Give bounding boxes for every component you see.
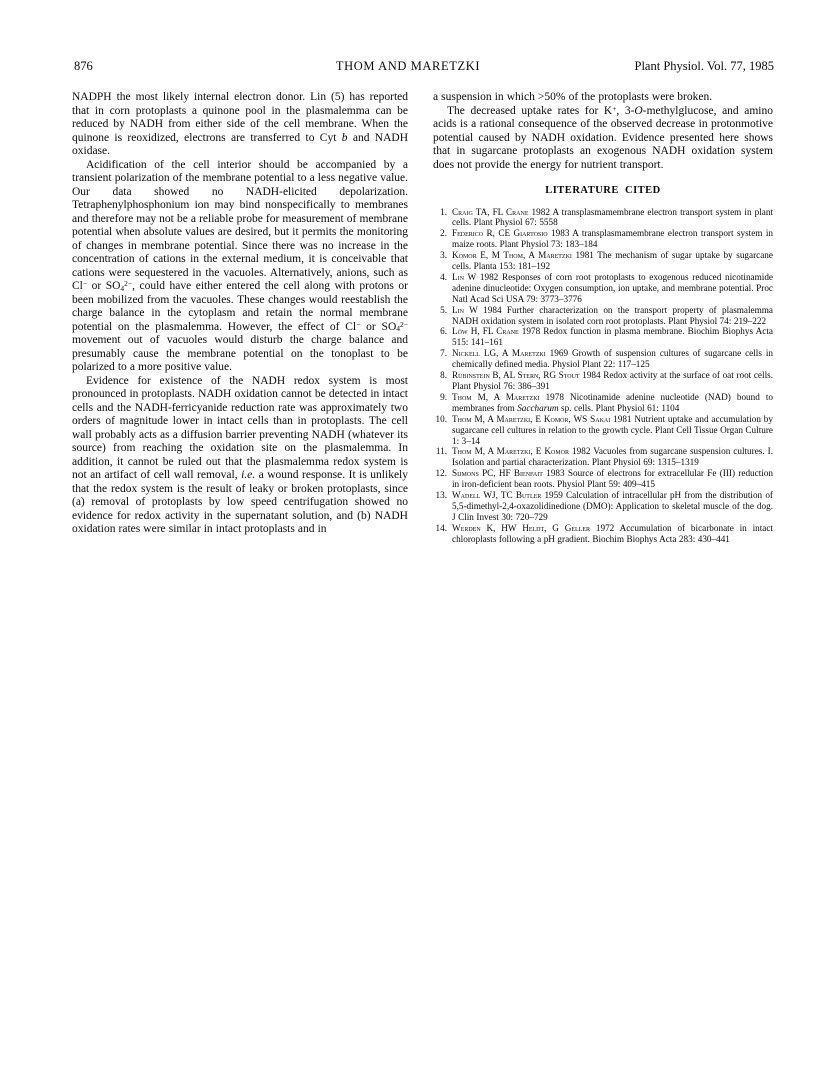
left-text-column bbox=[72, 91, 408, 537]
reference-number: 6. bbox=[440, 326, 447, 337]
body-paragraph: Acidification of the cell interior should be accompanied by a transient polarization of the membrane potential to a less negative value. Our data showed no NADH-elicited depolarization. Tetraphenylphosphonium ion may bind nonspecifically to membranes and therefore may not be a reliable probe for measurement of membrane potential when absolute values are desired, but it permits the monitoring of changes in membrane potential. Since there was no increase in the concentration of cations in the external medium, it is conceivable that cations were sequestered in the vacuoles. Alternatively, anions, such as Cl− or $SO_4^{2-}$, could have either entered the cell along with protons or been mobilized from the vacuoles. These changes would reestablish the charge balance in the cytoplasm and retain the normal membrane potential on the plasmalemma. However, the effect of Cl− or $SO_4^{2-}$ movement out of vacuoles would disturb the charge balance and presumably cause the membrane potential on the tonoplast to be polarized to a more positive value. bbox=[72, 158, 408, 373]
reference-text: Löw H, FL Crane 1978 Redox function in plasma membrane. Biochim Biophys Acta 515: 141–161 bbox=[452, 326, 773, 348]
journal-volume-info: Plant Physiol. Vol. 77, 1985 bbox=[634, 59, 774, 73]
body-paragraph: The decreased uptake rates for K+, 3-O-methylglucose, and amino acids is a rational consequence of the observed decrease in protonmotive potential caused by NADH oxidation. Evidence presented here shows that in sugarcane protoplasts an exogenous NADH oxidation system does not provide the energy for nutrient transport. bbox=[433, 103, 774, 171]
reference-text: Thom M, A Maretzki, E Komor 1982 Vacuoles from sugarcane suspension cultures. I. Isolation and partial characterization. Plant Physiol 69: 1315–1319 bbox=[452, 446, 774, 468]
reference-number: 2. bbox=[440, 228, 447, 239]
page-number: 876 bbox=[74, 59, 93, 73]
right-text-column bbox=[433, 91, 773, 545]
reference-text: Thom M, A Maretzki, E Komor, WS Sakai 1981 Nutrient uptake and accumulation by sugarcane cell cultures in relation to the growth cycle. Plant Cell Tissue Organ Culture 1: 3–14 bbox=[452, 413, 773, 446]
right-column-body bbox=[433, 91, 773, 172]
reference-number: 11. bbox=[435, 446, 447, 457]
reference-number: 13. bbox=[435, 490, 447, 501]
reference-item bbox=[433, 250, 773, 272]
reference-item bbox=[433, 414, 773, 447]
reference-text: Lin W 1982 Responses of corn root protoplasts to exogenous reduced nicotinamide adenine dinucleotide: Oxygen consumption, ion uptake, and membrane potential. Proc Natl Acad Sci USA 79: 3773–3776 bbox=[452, 271, 774, 304]
reference-text: Lin W 1984 Further characterization on the transport property of plasmalemma NADH oxidation system in isolated corn root protoplasts. Plant Physiol 74: 219–222 bbox=[452, 304, 773, 326]
body-paragraph: Evidence for existence of the NADH redox system is most pronounced in protoplasts. NADH oxidation cannot be detected in intact cells and the NADH-ferricyanide reduction rate was approximately two orders of magnitude lower in intact cells than in protoplasts. The cell wall probably acts as a diffusion barrier preventing NADH (whatever its source) from reaching the oxidation site on the plasmalemma. In addition, it cannot be ruled out that the plasmalemma redox system is not an artifact of cell wall removal, i.e. a wound response. It is unlikely that the redox system is the result of leaky or broken protoplasts, since (a) removal of protoplasts by low speed centrifugation showed no evidence for redox activity in the supernatant solution, and (b) NADH oxidation rates were similar in intact protoplasts and in bbox=[72, 374, 408, 535]
reference-number: 14. bbox=[435, 522, 447, 533]
reference-item bbox=[433, 446, 773, 468]
body-paragraph: a suspension in which >50% of the protoplasts were broken. bbox=[433, 91, 713, 103]
reference-number: 4. bbox=[440, 271, 447, 282]
reference-number: 5. bbox=[440, 304, 447, 315]
body-paragraph: NADPH the most likely internal electron donor. Lin (5) has reported that in corn protoplasts a quinone pool in the plasmalemma can be reduced by NADH from either side of the cell membrane. When the quinone is reoxidized, electrons are transferred to Cyt b and NADH oxidase. bbox=[72, 91, 408, 157]
reference-item bbox=[433, 305, 773, 327]
reference-text: Komor E, M Thom, A Maretzki 1981 The mechanism of sugar uptake by sugarcane cells. Planta 153: 181–192 bbox=[452, 250, 773, 272]
reference-item bbox=[433, 468, 773, 490]
reference-text: Wadell WJ, TC Butler 1959 Calculation of intracellular pH from the distribution of 5,5-dimethyl-2,4-oxazolidinedione (DMO): Application to skeletal muscle of the dog. J Clin Invest 30: 720–729 bbox=[452, 490, 773, 522]
reference-item bbox=[433, 523, 773, 545]
reference-text: Federico R, CE Giartosio 1983 A transplasmamembrane electron transport system in maize roots. Plant Physiol 73: 183–184 bbox=[452, 228, 773, 250]
reference-text: Craig TA, FL Crane 1982 A transplasmamembrane electron transport system in plant cells. Plant Physiol 67: 5558 bbox=[452, 206, 773, 228]
running-title: THOM AND MARETZKI bbox=[335, 59, 481, 73]
references-list bbox=[433, 207, 773, 545]
reference-item bbox=[433, 207, 773, 229]
page-header bbox=[0, 59, 816, 75]
reference-number: 1. bbox=[440, 206, 447, 217]
reference-number: 9. bbox=[440, 391, 447, 402]
reference-number: 12. bbox=[435, 468, 447, 479]
reference-item bbox=[433, 348, 773, 370]
reference-item bbox=[433, 228, 773, 250]
reference-item bbox=[433, 392, 773, 414]
reference-item bbox=[433, 326, 773, 348]
reference-number: 7. bbox=[440, 348, 447, 359]
literature-cited-heading: LITERATURE CITED bbox=[545, 185, 661, 196]
reference-item bbox=[433, 370, 773, 392]
reference-item bbox=[433, 272, 773, 305]
reference-text: Rubinstein B, AL Stern, RG Stout 1984 Redox activity at the surface of oat root cells. Plant Physiol 76: 386–391 bbox=[452, 370, 773, 391]
reference-number: 10. bbox=[435, 413, 447, 424]
reference-number: 8. bbox=[440, 370, 447, 381]
reference-item bbox=[433, 490, 773, 523]
reference-text: Thom M, A Maretzki 1978 Nicotinamide adenine nucleotide (NAD) bound to membranes from Saccharum sp. cells. Plant Physiol 61: 1104 bbox=[452, 391, 773, 413]
reference-text: Werden K, HW Heldt, G Geller 1972 Accumulation of bicarbonate in intact chloroplasts following a pH gradient. Biochim Biophys Acta 283: 430–441 bbox=[452, 522, 773, 544]
reference-text: Nickell LG, A Maretzki 1969 Growth of suspension cultures of sugarcane cells in chemically defined media. Physiol Plant 22: 117–125 bbox=[452, 348, 773, 370]
reference-number: 3. bbox=[440, 250, 447, 261]
reference-text: Sijmons PC, HF Bienfait 1983 Source of electrons for extracellular Fe (III) reduction in iron-deficient bean roots. Physiol Plant 59: 409–415 bbox=[452, 468, 774, 490]
